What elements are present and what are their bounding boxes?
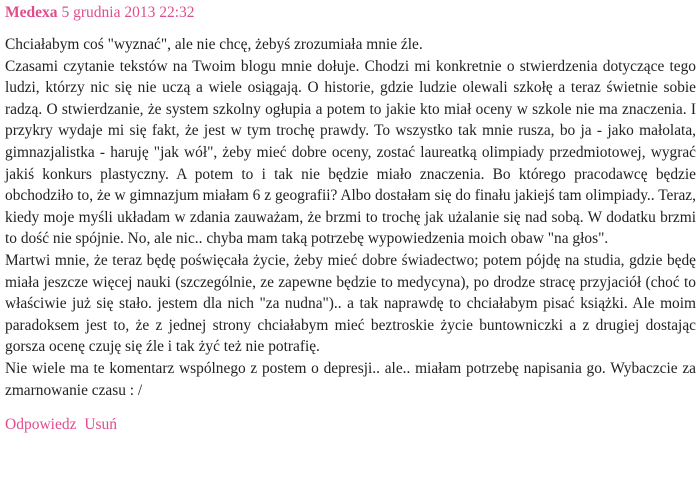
comment-paragraph: Czasami czytanie tekstów na Twoim blogu mnie dołuje. Chodzi mi konkretnie o stwierdzenia dotyczące tego ludzi, którzy nic się nie uczą a wiele osiągają. O historie, gdzie ludzie olewali szkołę a teraz świetnie sobie radzą. O stwierdzanie, że system szkolny ogłupia a potem to jakie kto miał oceny w szkole nie ma znaczenia. I przykry wydaje mi się fakt, że jest w tym trochę prawdy. To wszystko tak mnie rusza, bo ja - jako małolata, gimnazjalistka - haruję "jak wół", żeby mieć dobre oceny, zostać laureatką olimpiady przedmiotowej, wygrać jakiś konkurs plastyczny. A potem to i tak nie będzie miało znaczenia. Bo którego pracodawcę będzie obchodziło to, że w gimnazjum miałam 6 z geografii? Albo dostałam się do finału jakiejś tam olimpiady.. Teraz, kiedy moje myśli układam w zdania zauważam, że brzmi to trochę jak użalanie się nad sobą. W dodatku brzmi to dość nie spójnie. No, ale nic.. chyba mam taką potrzebę wypowiedzenia moich obaw "na głos". (5, 57, 696, 248)
comment-body (5, 34, 696, 401)
comment-date-link[interactable]: 5 grudnia 2013 22:32 (61, 4, 195, 21)
comment-paragraph: Nie wiele ma te komentarz wspólnego z postem o depresji.. ale.. miałam potrzebę napisania go. Wybaczcie za zmarnowanie czasu : / (5, 359, 696, 399)
comment-actions (5, 414, 696, 436)
reply-link[interactable]: Odpowiedz (5, 416, 77, 434)
comment-header (5, 2, 696, 26)
delete-link[interactable]: Usuń (84, 416, 118, 434)
comment-paragraph: Chciałabym coś "wyznać", ale nie chcę, żebyś zrozumiała mnie źle. (5, 36, 423, 53)
comment-author-link[interactable]: Medexa (5, 4, 58, 21)
comment-paragraph: Martwi mnie, że teraz będę poświęcała życie, żeby mieć dobre świadectwo; potem pójdę na studia, gdzie będę miała jeszcze więcej nauki (szczególnie, ze zapewne będzie to medycyna), po drodze stracę przyjaciół (choć to właściwie już się stało. jestem dla nich "za nudna").. a tak naprawdę to chciałabym pisać książki. Ale moim paradoksem jest to, że z jednej strony chciałabym mieć beztroskie życie buntowniczki a z drugiej dostając gorsza ocenę czuję się źle i tak żyć też nie potrafię. (5, 251, 696, 356)
